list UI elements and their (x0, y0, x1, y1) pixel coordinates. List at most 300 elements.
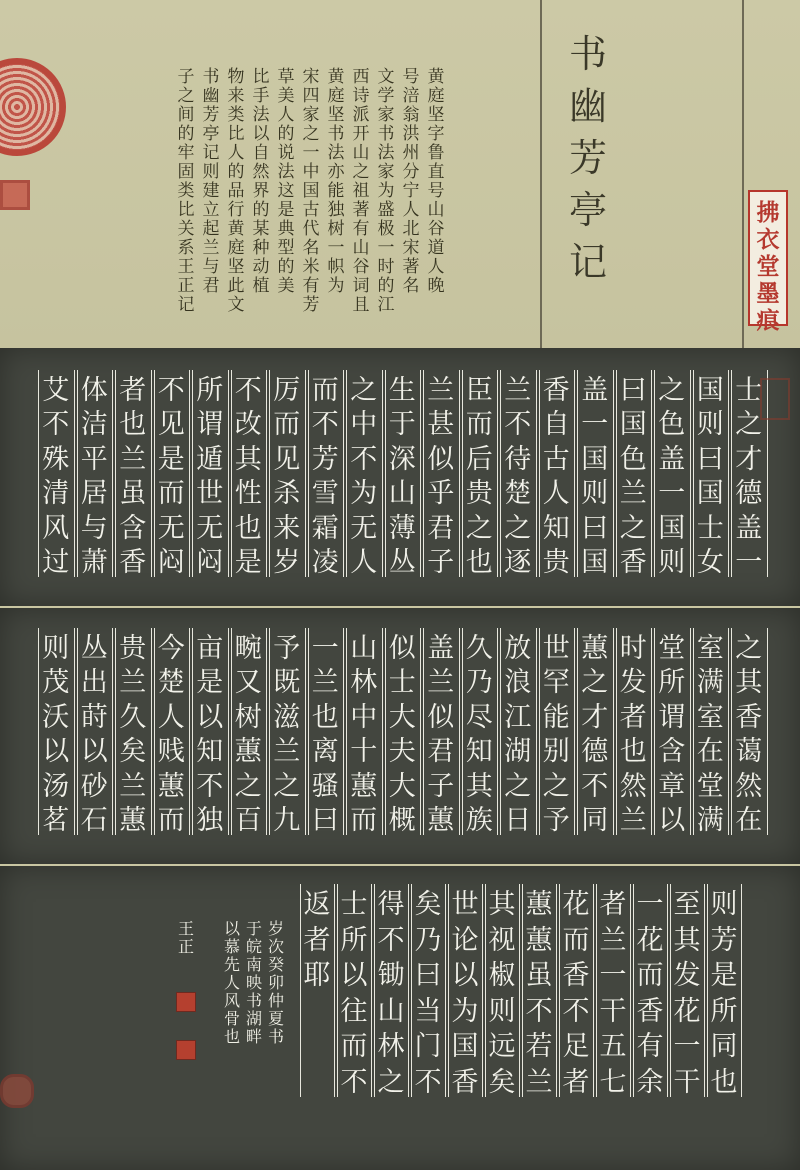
colophon-line: 物来类比人的品行黄庭坚此文 (227, 67, 245, 315)
glyph-cell: 贵 (542, 547, 570, 579)
glyph-cell: 者 (303, 924, 331, 956)
glyph-cell: 中 (350, 701, 378, 733)
glyph-cell: 今 (157, 632, 185, 664)
glyph-cell: 国 (658, 512, 686, 544)
glyph-cell: 不 (157, 374, 185, 406)
glyph-cell: 椒 (488, 960, 516, 992)
text-column (346, 628, 383, 835)
glyph-cell: 盖 (735, 512, 763, 544)
glyph-cell: 无 (196, 512, 224, 544)
text-column (654, 370, 691, 577)
text-column (154, 628, 191, 835)
glyph-cell: 盖 (581, 374, 609, 406)
glyph-cell: 中 (350, 409, 378, 441)
glyph-cell: 色 (619, 443, 647, 475)
glyph-cell: 者 (619, 701, 647, 733)
text-column (539, 370, 576, 577)
glyph-cell: 曰 (696, 443, 724, 475)
glyph-cell: 十 (350, 736, 378, 768)
text-column (300, 884, 335, 1097)
glyph-cell: 似 (427, 443, 455, 475)
glyph-cell: 论 (451, 924, 479, 956)
glyph-cell: 改 (234, 409, 262, 441)
glyph-cell: 世 (451, 889, 479, 921)
glyph-cell: 香 (451, 1066, 479, 1098)
glyph-cell: 遁 (196, 443, 224, 475)
glyph-cell: 所 (196, 374, 224, 406)
glyph-cell: 沃 (42, 701, 70, 733)
glyph-cell: 兰 (619, 478, 647, 510)
glyph-cell: 贵 (119, 632, 147, 664)
glyph-cell: 乎 (427, 478, 455, 510)
text-column (707, 884, 742, 1097)
glyph-cell: 而 (273, 409, 301, 441)
text-column (411, 884, 446, 1097)
glyph-cell: 蕙 (427, 805, 455, 837)
signature-block (168, 920, 292, 1078)
glyph-cell: 谓 (658, 701, 686, 733)
glyph-cell: 一 (673, 1031, 701, 1063)
glyph-cell: 子 (427, 770, 455, 802)
signature-name: 王正 (177, 919, 194, 956)
glyph-cell: 兰 (119, 667, 147, 699)
glyph-cell: 一 (581, 409, 609, 441)
glyph-cell: 士 (696, 512, 724, 544)
glyph-cell: 而 (157, 805, 185, 837)
glyph-cell: 者 (119, 374, 147, 406)
glyph-cell: 士 (735, 374, 763, 406)
glyph-cell: 之 (504, 770, 532, 802)
glyph-cell: 国 (619, 409, 647, 441)
text-column (423, 628, 460, 835)
glyph-cell: 是 (234, 547, 262, 579)
glyph-cell: 子 (427, 547, 455, 579)
glyph-cell: 出 (80, 667, 108, 699)
glyph-cell: 不 (42, 409, 70, 441)
glyph-cell: 以 (658, 805, 686, 837)
colophon-line: 黄庭坚书法亦能独树一帜为 (327, 67, 345, 296)
glyph-cell: 曰 (619, 374, 647, 406)
glyph-cell: 也 (619, 736, 647, 768)
glyph-cell: 曰 (311, 805, 339, 837)
glyph-cell: 一 (311, 632, 339, 664)
rubbing-section-2 (0, 608, 800, 864)
glyph-cell: 知 (542, 512, 570, 544)
glyph-cell: 干 (599, 995, 627, 1027)
glyph-cell: 以 (80, 736, 108, 768)
text-column (633, 884, 668, 1097)
glyph-cell: 兰 (427, 374, 455, 406)
glyph-cell: 不 (234, 374, 262, 406)
glyph-cell: 也 (311, 701, 339, 733)
glyph-cell: 兰 (619, 805, 647, 837)
text-column (38, 370, 75, 577)
glyph-cell: 者 (562, 1066, 590, 1098)
glyph-cell: 蕙 (350, 770, 378, 802)
glyph-cell: 之 (377, 1066, 405, 1098)
glyph-cell: 蕙 (119, 805, 147, 837)
glyph-cell: 之 (735, 632, 763, 664)
text-column (346, 370, 383, 577)
colophon-line: 西诗派开山之祖著有山谷词且 (352, 67, 370, 315)
divider-line (540, 0, 542, 348)
glyph-cell: 若 (525, 1031, 553, 1063)
glyph-cell: 其 (673, 924, 701, 956)
glyph-cell: 才 (581, 701, 609, 733)
glyph-cell: 生 (388, 374, 416, 406)
glyph-cell: 则 (581, 478, 609, 510)
glyph-cell: 乃 (465, 667, 493, 699)
glyph-cell: 曰 (414, 960, 442, 992)
glyph-cell: 贱 (157, 736, 185, 768)
glyph-cell: 兰 (273, 736, 301, 768)
text-column (38, 628, 75, 835)
glyph-cell: 人 (542, 478, 570, 510)
glyph-cell: 兰 (427, 667, 455, 699)
glyph-cell: 国 (696, 374, 724, 406)
glyph-cell: 是 (157, 443, 185, 475)
glyph-cell: 花 (562, 889, 590, 921)
glyph-cell: 国 (451, 1031, 479, 1063)
text-column (192, 628, 229, 835)
name-seal-icon (176, 1040, 196, 1060)
glyph-cell: 不 (340, 1066, 368, 1098)
glyph-cell: 杀 (273, 478, 301, 510)
glyph-cell: 时 (619, 632, 647, 664)
glyph-cell: 过 (42, 547, 70, 579)
glyph-cell: 也 (119, 409, 147, 441)
glyph-cell: 百 (234, 805, 262, 837)
glyph-cell: 国 (696, 478, 724, 510)
glyph-cell: 所 (710, 995, 738, 1027)
glyph-cell: 人 (157, 701, 185, 733)
text-column (500, 370, 537, 577)
glyph-cell: 在 (735, 805, 763, 837)
divider-line (742, 0, 744, 348)
glyph-cell: 贵 (465, 478, 493, 510)
glyph-cell: 久 (465, 632, 493, 664)
glyph-cell: 予 (542, 805, 570, 837)
glyph-cell: 七 (599, 1066, 627, 1098)
glyph-cell: 放 (504, 632, 532, 664)
glyph-cell: 视 (488, 924, 516, 956)
text-column (385, 628, 422, 835)
text-column (337, 884, 372, 1097)
glyph-cell: 不 (581, 770, 609, 802)
glyph-cell: 见 (273, 443, 301, 475)
glyph-cell: 日 (504, 805, 532, 837)
text-column (385, 370, 422, 577)
glyph-cell: 芳 (710, 924, 738, 956)
glyph-cell: 香 (119, 547, 147, 579)
glyph-cell: 锄 (377, 960, 405, 992)
glyph-cell: 蕙 (157, 770, 185, 802)
glyph-cell: 见 (157, 409, 185, 441)
glyph-cell: 而 (465, 409, 493, 441)
glyph-cell: 江 (504, 701, 532, 733)
rubbing-section-1 (0, 348, 800, 606)
glyph-cell: 体 (80, 374, 108, 406)
glyph-cell: 国 (581, 547, 609, 579)
glyph-cell: 之 (234, 770, 262, 802)
glyph-cell: 之 (350, 374, 378, 406)
text-column (485, 884, 520, 1097)
glyph-cell: 久 (119, 701, 147, 733)
glyph-cell: 兰 (119, 770, 147, 802)
glyph-cell: 曰 (581, 512, 609, 544)
text-column (462, 628, 499, 835)
glyph-cell: 者 (599, 889, 627, 921)
page-title: 书幽芳亭记 (568, 32, 607, 284)
glyph-cell: 似 (388, 632, 416, 664)
glyph-cell: 臣 (465, 374, 493, 406)
text-column (308, 370, 345, 577)
glyph-cell: 能 (542, 701, 570, 733)
glyph-cell: 以 (196, 701, 224, 733)
glyph-cell: 而 (350, 805, 378, 837)
glyph-cell: 楚 (504, 478, 532, 510)
glyph-cell: 返 (303, 889, 331, 921)
glyph-cell: 是 (710, 960, 738, 992)
glyph-cell: 同 (581, 805, 609, 837)
glyph-cell: 才 (735, 443, 763, 475)
glyph-cell: 深 (388, 443, 416, 475)
glyph-cell: 茗 (42, 805, 70, 837)
rubbing-section-3 (0, 866, 800, 1170)
glyph-cell: 虽 (525, 960, 553, 992)
glyph-cell: 一 (735, 547, 763, 579)
glyph-cell: 萧 (80, 547, 108, 579)
signature-line: 以慕先人风骨也 (223, 919, 240, 1046)
glyph-cell: 堂 (658, 632, 686, 664)
glyph-cell: 林 (350, 667, 378, 699)
glyph-cell: 矣 (414, 889, 442, 921)
glyph-cell: 有 (636, 1031, 664, 1063)
glyph-cell: 门 (414, 1031, 442, 1063)
glyph-cell: 岁 (273, 547, 301, 579)
text-column (596, 884, 631, 1097)
glyph-cell: 知 (196, 736, 224, 768)
glyph-cell: 洁 (80, 409, 108, 441)
glyph-cell: 古 (542, 443, 570, 475)
colophon-line: 书幽芳亭记则建立起兰与君 (202, 67, 220, 296)
glyph-cell: 闷 (196, 547, 224, 579)
glyph-cell: 则 (42, 632, 70, 664)
glyph-cell: 之 (465, 512, 493, 544)
text-column (77, 628, 114, 835)
glyph-cell: 殊 (42, 443, 70, 475)
glyph-cell: 士 (388, 667, 416, 699)
text-column (154, 370, 191, 577)
glyph-cell: 一 (658, 478, 686, 510)
text-column (577, 370, 614, 577)
text-column (374, 884, 409, 1097)
glyph-cell: 其 (488, 889, 516, 921)
glyph-cell: 矣 (119, 736, 147, 768)
glyph-cell: 则 (696, 409, 724, 441)
corner-seal-icon (0, 1074, 34, 1108)
glyph-cell: 同 (710, 1031, 738, 1063)
glyph-cell: 香 (542, 374, 570, 406)
glyph-cell: 湖 (504, 736, 532, 768)
glyph-cell: 亩 (196, 632, 224, 664)
text-column (448, 884, 483, 1097)
glyph-cell: 以 (340, 960, 368, 992)
glyph-cell: 发 (619, 667, 647, 699)
colophon-line: 子之间的牢固类比关系王正记 (177, 67, 195, 315)
glyph-cell: 不 (377, 924, 405, 956)
glyph-cell: 往 (340, 995, 368, 1027)
glyph-cell: 逐 (504, 547, 532, 579)
glyph-cell: 为 (451, 995, 479, 1027)
glyph-cell: 夫 (388, 736, 416, 768)
glyph-cell: 兰 (599, 924, 627, 956)
glyph-cell: 莳 (80, 701, 108, 733)
text-column (269, 628, 306, 835)
glyph-cell: 之 (542, 770, 570, 802)
glyph-cell: 也 (710, 1066, 738, 1098)
text-column (77, 370, 114, 577)
glyph-cell: 雪 (311, 478, 339, 510)
glyph-cell: 薄 (388, 512, 416, 544)
glyph-cell: 待 (504, 443, 532, 475)
glyph-cell: 概 (388, 805, 416, 837)
glyph-cell: 一 (636, 889, 664, 921)
glyph-cell: 闷 (157, 547, 185, 579)
colophon-line: 号涪翁洪州分宁人北宋著名 (402, 67, 420, 296)
glyph-cell: 又 (234, 667, 262, 699)
glyph-cell: 之 (504, 512, 532, 544)
glyph-cell: 兰 (119, 443, 147, 475)
glyph-cell: 既 (273, 667, 301, 699)
glyph-cell: 于 (388, 409, 416, 441)
glyph-cell: 然 (619, 770, 647, 802)
colophon-line: 文学家书法家为盛极一时的江 (377, 67, 395, 315)
glyph-cell: 当 (414, 995, 442, 1027)
glyph-cell: 山 (388, 478, 416, 510)
glyph-cell: 独 (196, 805, 224, 837)
glyph-cell: 楚 (157, 667, 185, 699)
text-column (654, 628, 691, 835)
glyph-cell: 无 (350, 512, 378, 544)
glyph-cell: 兰 (525, 1066, 553, 1098)
glyph-cell: 之 (273, 770, 301, 802)
glyph-cell: 浪 (504, 667, 532, 699)
glyph-cell: 不 (504, 409, 532, 441)
glyph-cell: 而 (340, 1031, 368, 1063)
glyph-cell: 世 (196, 478, 224, 510)
glyph-cell: 蕙 (525, 924, 553, 956)
glyph-cell: 花 (673, 995, 701, 1027)
text-column (192, 370, 229, 577)
glyph-cell: 香 (619, 547, 647, 579)
text-column (115, 370, 152, 577)
glyph-cell: 不 (525, 995, 553, 1027)
glyph-cell: 君 (427, 512, 455, 544)
text-column (231, 370, 268, 577)
glyph-cell: 其 (234, 443, 262, 475)
glyph-cell: 甚 (427, 409, 455, 441)
colophon-line: 宋四家之一中国古代名米有芳 (302, 67, 320, 315)
colophon-line: 比手法以自然界的某种动植 (252, 67, 270, 296)
glyph-cell: 矣 (488, 1066, 516, 1098)
glyph-cell: 一 (599, 960, 627, 992)
glyph-cell: 树 (234, 701, 262, 733)
glyph-cell: 不 (350, 443, 378, 475)
text-column (500, 628, 537, 835)
brand-label: 拂衣堂墨痕 (748, 190, 788, 326)
glyph-cell: 所 (340, 924, 368, 956)
glyph-cell: 蕙 (525, 889, 553, 921)
glyph-cell: 其 (735, 667, 763, 699)
glyph-cell: 室 (696, 701, 724, 733)
glyph-cell: 知 (465, 736, 493, 768)
square-seal-icon (0, 180, 30, 210)
colophon-line: 草美人的说法这是典型的美 (277, 67, 295, 296)
glyph-cell: 蕙 (581, 632, 609, 664)
glyph-cell: 则 (710, 889, 738, 921)
glyph-cell: 士 (340, 889, 368, 921)
glyph-cell: 乃 (414, 924, 442, 956)
glyph-cell: 含 (658, 736, 686, 768)
glyph-cell: 则 (658, 547, 686, 579)
glyph-cell: 为 (350, 478, 378, 510)
glyph-cell: 虽 (119, 478, 147, 510)
colophon-line: 黄庭坚字鲁直号山谷道人晚 (427, 67, 445, 296)
glyph-cell: 之 (735, 409, 763, 441)
glyph-cell: 然 (735, 770, 763, 802)
glyph-cell: 与 (80, 512, 108, 544)
glyph-cell: 足 (562, 1031, 590, 1063)
glyph-cell: 茂 (42, 667, 70, 699)
glyph-cell: 林 (377, 1031, 405, 1063)
glyph-cell: 人 (350, 547, 378, 579)
glyph-cell: 居 (80, 478, 108, 510)
glyph-cell: 骚 (311, 770, 339, 802)
text-column (115, 628, 152, 835)
glyph-cell: 女 (696, 547, 724, 579)
glyph-cell: 不 (196, 770, 224, 802)
glyph-cell: 而 (311, 374, 339, 406)
glyph-cell: 香 (636, 995, 664, 1027)
glyph-cell: 九 (273, 805, 301, 837)
glyph-cell: 之 (581, 667, 609, 699)
glyph-cell: 得 (377, 889, 405, 921)
glyph-cell: 也 (234, 512, 262, 544)
glyph-cell: 石 (80, 805, 108, 837)
glyph-cell: 满 (696, 667, 724, 699)
glyph-cell: 蕙 (234, 736, 262, 768)
glyph-cell: 不 (562, 995, 590, 1027)
glyph-cell: 自 (542, 409, 570, 441)
glyph-cell: 大 (388, 770, 416, 802)
text-column (308, 628, 345, 835)
glyph-cell: 之 (658, 374, 686, 406)
glyph-cell: 色 (658, 409, 686, 441)
signature-line: 岁次癸卯仲夏书 (267, 919, 284, 1046)
glyph-cell: 以 (42, 736, 70, 768)
text-column (462, 370, 499, 577)
glyph-cell: 谓 (196, 409, 224, 441)
text-column (577, 628, 614, 835)
glyph-cell: 艾 (42, 374, 70, 406)
glyph-cell: 别 (542, 736, 570, 768)
text-column (423, 370, 460, 577)
glyph-cell: 而 (157, 478, 185, 510)
text-column (731, 628, 768, 835)
text-column (693, 628, 730, 835)
glyph-cell: 章 (658, 770, 686, 802)
